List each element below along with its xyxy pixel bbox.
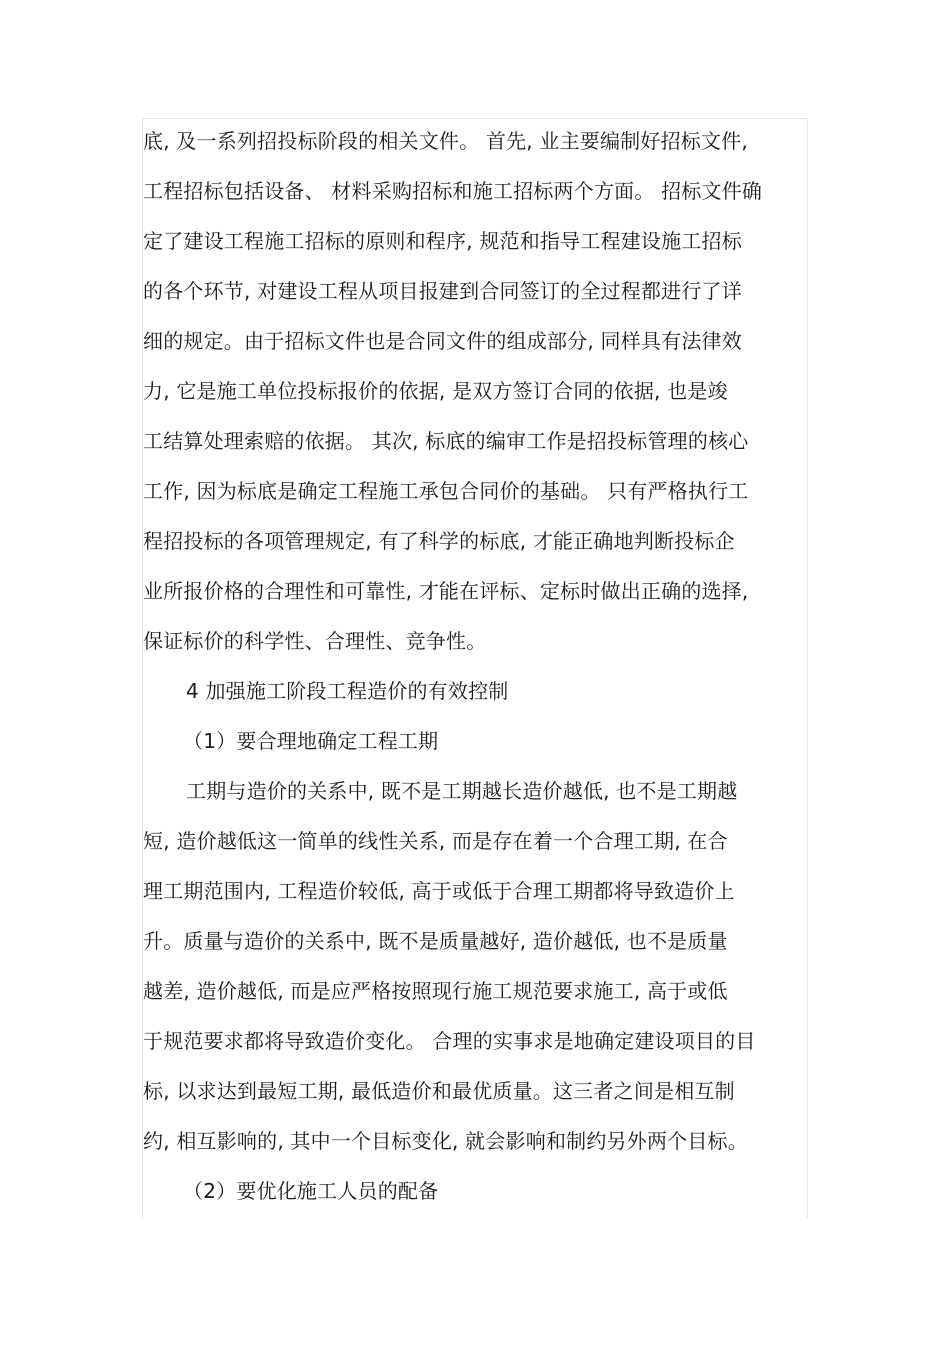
paragraph-line: 短, 造价越低这一简单的线性关系, 而是存在着一个合理工期, 在合	[143, 829, 728, 853]
paragraph-line: 保证标价的科学性、合理性、竞争性。	[143, 629, 487, 653]
paragraph-line: 标, 以求达到最短工期, 最低造价和最优质量。这三者之间是相互制	[143, 1079, 735, 1103]
paragraph-line: 理工期范围内, 工程造价较低, 高于或低于合理工期都将导致造价上	[143, 879, 735, 903]
paragraph-line: 细的规定。由于招标文件也是合同文件的组成部分, 同样具有法律效	[143, 329, 742, 353]
paragraph-line: 于规范要求都将导致造价变化。 合理的实事求是地确定建设项目的目	[143, 1029, 756, 1053]
subsection-heading: （1）要合理地确定工程工期	[183, 729, 439, 753]
paragraph-line: 定了建设工程施工招标的原则和程序, 规范和指导工程建设施工招标	[143, 229, 742, 253]
paragraph-line: 约, 相互影响的, 其中一个目标变化, 就会影响和制约另外两个目标。	[143, 1129, 748, 1153]
paragraph-line: 工作, 因为标底是确定工程施工承包合同价的基础。 只有严格执行工	[143, 479, 749, 503]
paragraph-line: 力, 它是施工单位投标报价的依据, 是双方签订合同的依据, 也是竣	[143, 379, 728, 403]
paragraph-line: 工结算处理索赔的依据。 其次, 标底的编审工作是招投标管理的核心	[143, 429, 749, 453]
paragraph-line: 工期与造价的关系中, 既不是工期越长造价越低, 也不是工期越	[186, 779, 738, 803]
section-heading: 4 加强施工阶段工程造价的有效控制	[186, 679, 509, 703]
paragraph-line: 程招投标的各项管理规定, 有了科学的标底, 才能正确地判断投标企	[143, 529, 735, 553]
paragraph-line: 越差, 造价越低, 而是应严格按照现行施工规范要求施工, 高于或低	[143, 979, 728, 1003]
paragraph-line: 升。质量与造价的关系中, 既不是质量越好, 造价越低, 也不是质量	[143, 929, 728, 953]
paragraph-line: 的各个环节, 对建设工程从项目报建到合同签订的全过程都进行了详	[143, 279, 742, 303]
paragraph-line: 业所报价格的合理性和可靠性, 才能在评标、定标时做出正确的选择,	[143, 579, 749, 603]
subsection-heading: （2）要优化施工人员的配备	[183, 1179, 439, 1203]
paragraph-line: 底, 及一系列招投标阶段的相关文件。 首先, 业主要编制好招标文件,	[143, 129, 748, 153]
paragraph-line: 工程招标包括设备、 材料采购招标和施工招标两个方面。 招标文件确	[143, 179, 763, 203]
